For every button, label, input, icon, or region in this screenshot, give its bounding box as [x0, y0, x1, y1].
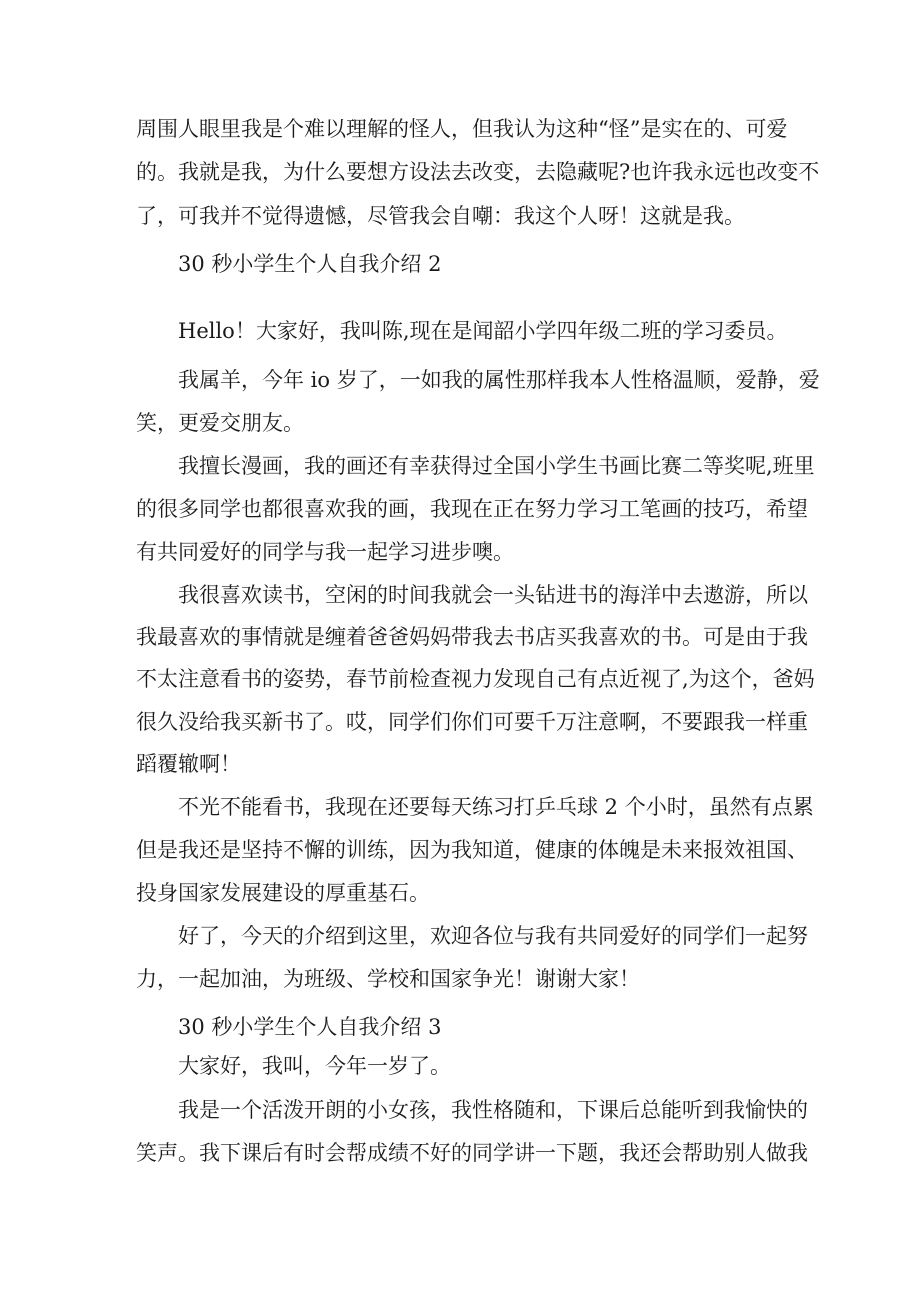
text-line: 有共同爱好的同学与我一起学习进步噢。 [136, 540, 514, 564]
text-line: 大家好，我叫，今年一岁了。 [178, 1054, 451, 1078]
text-line: 好了，今天的介绍到这里，欢迎各位与我有共同爱好的同学们一起努 [178, 924, 808, 948]
text-line: 力，一起加油，为班级、学校和国家争光！谢谢大家！ [136, 967, 640, 991]
text-line: 蹈覆辙啊！ [136, 752, 241, 776]
text-line: 不太注意看书的姿势，春节前检查视力发现自己有点近视了,为这个，爸妈 [136, 667, 815, 691]
text-line: 笑，更爱交朋友。 [136, 411, 304, 435]
text-line: 不光不能看书，我现在还要每天练习打乒乓球 2 个小时，虽然有点累 [178, 795, 814, 819]
text-line: 的。我就是我，为什么要想方设法去改变，去隐藏呢?也许我永远也改变不 [136, 160, 820, 184]
text-line: Hello！大家好，我叫陈,现在是闻韶小学四年级二班的学习委员。 [178, 319, 788, 343]
text-line: 我擅长漫画，我的画还有幸获得过全国小学生书画比赛二等奖呢,班里 [178, 454, 815, 478]
section-heading: 30 秒小学生个人自我介绍 3 [178, 1015, 442, 1039]
text-line: 了，可我并不觉得遗憾，尽管我会自嘲：我这个人呀！这就是我。 [136, 204, 745, 228]
text-line: 的很多同学也都很喜欢我的画，我现在正在努力学习工笔画的技巧，希望 [136, 497, 808, 521]
text-line: 我属羊，今年 io 岁了，一如我的属性那样我本人性格温顺，爱静，爱 [178, 368, 820, 392]
text-line: 我最喜欢的事情就是缠着爸爸妈妈带我去书店买我喜欢的书。可是由于我 [136, 625, 808, 649]
text-line: 周围人眼里我是个难以理解的怪人，但我认为这种“怪”是实在的、可爱 [136, 117, 788, 141]
text-line: 但是我还是坚持不懈的训练，因为我知道，健康的体魄是未来报效祖国、 [136, 838, 808, 862]
text-line: 我很喜欢读书，空闲的时间我就会一头钻进书的海洋中去遨游，所以 [178, 583, 808, 607]
text-line: 笑声。我下课后有时会帮成绩不好的同学讲一下题，我还会帮助别人做我 [136, 1141, 808, 1165]
section-heading: 30 秒小学生个人自我介绍 2 [178, 252, 442, 276]
text-line: 投身国家发展建设的厚重基石。 [136, 881, 430, 905]
text-line: 我是一个活泼开朗的小女孩，我性格随和，下课后总能听到我愉快的 [178, 1098, 808, 1122]
text-line: 很久没给我买新书了。哎，同学们你们可要千万注意啊，不要跟我一样重 [136, 710, 808, 734]
